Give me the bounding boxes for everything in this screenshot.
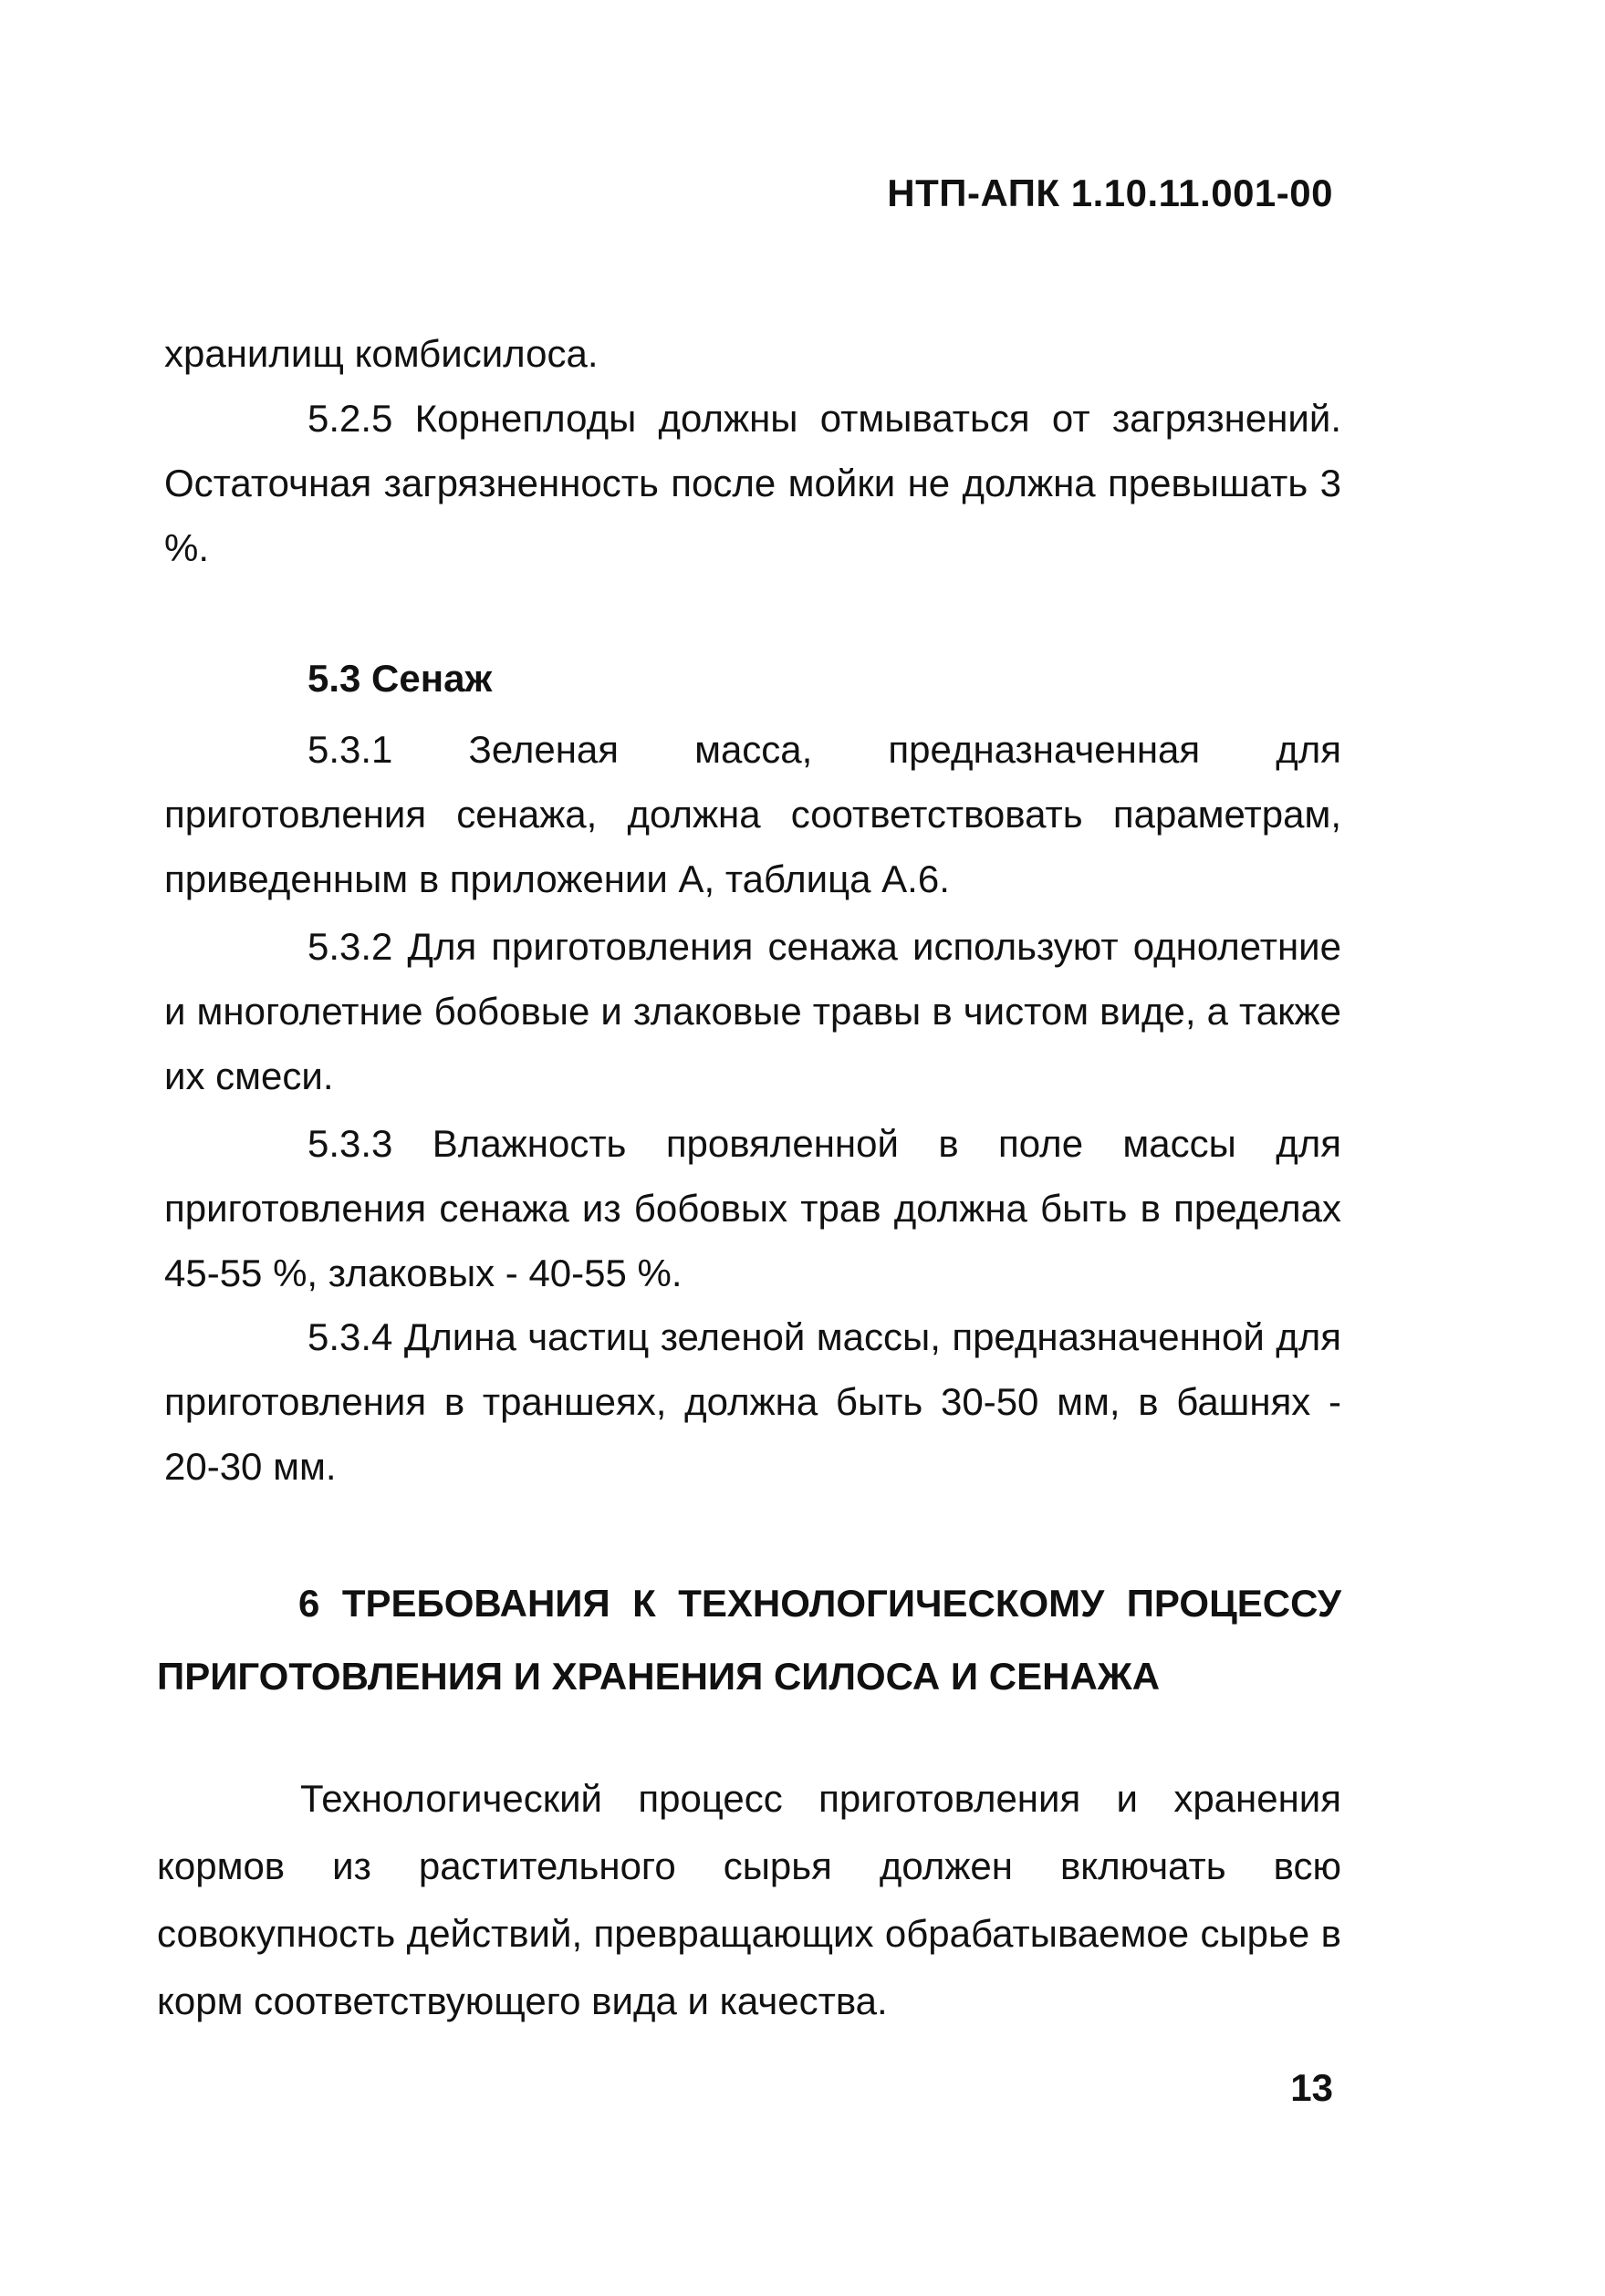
continuation-text: хранилищ комбисилоса. [164,332,599,375]
subheading-5-3: 5.3 Сенаж [307,657,493,700]
paragraph-5-3-3: 5.3.3 Влажность провяленной в поле массы для приготовления сенажа из бобовых трав должна быть в пределах 45-55 %, злаковых - 40-55 %. [164,1122,1341,1294]
document-code: НТП-АПК 1.10.11.001-00 [887,171,1333,214]
paragraph-5-3-1: 5.3.1 Зеленая масса, предназначенная для приготовления сенажа, должна соответствовать параметрам, приведенным в приложении А, таблица А.6. [164,728,1341,900]
paragraph-5-3-4: 5.3.4 Длина частиц зеленой массы, предназначенной для приготовления в траншеях, должна быть 30-50 мм, в башнях - 20-30 мм. [164,1315,1341,1488]
paragraph-6-intro: Технологический процесс приготовления и хранения кормов из растительного сырья должен включать всю совокупность действий, превращающих обрабатываемое сырье в корм соответствующего вида и качества. [157,1777,1341,2022]
paragraph-5-2-5: 5.2.5 Корнеплоды должны отмываться от загрязнений. Остаточная загрязненность после мойки не должна превышать 3 %. [164,397,1341,569]
page-number: 13 [1290,2066,1333,2109]
section-6-heading: 6 ТРЕБОВАНИЯ К ТЕХНОЛОГИЧЕСКОМУ ПРОЦЕССУ ПРИГОТОВЛЕНИЯ И ХРАНЕНИЯ СИЛОСА И СЕНАЖА [157,1582,1341,1698]
paragraph-5-3-2: 5.3.2 Для приготовления сенажа используют однолетние и многолетние бобовые и злаковые травы в чистом виде, а также их смеси. [164,925,1341,1097]
